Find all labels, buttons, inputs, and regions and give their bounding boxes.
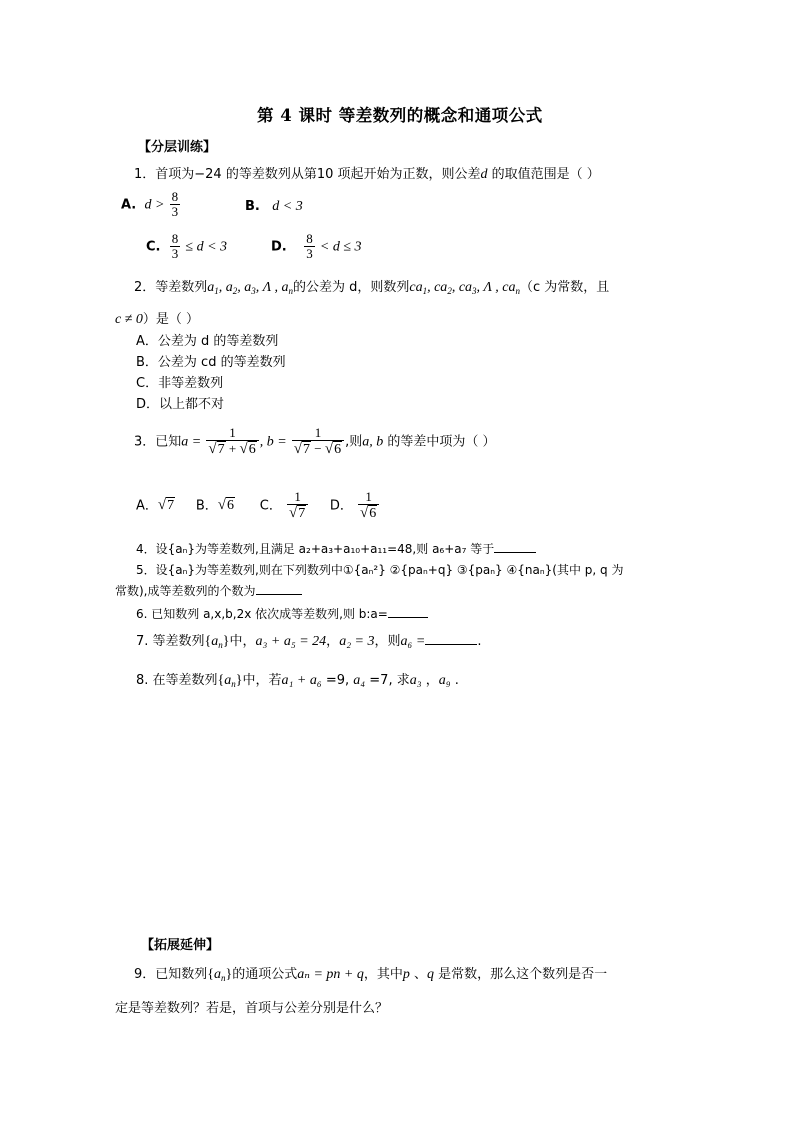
section-heading-layered: 【分层训练】 — [138, 140, 217, 155]
question-1-option-c: C. $\frac{8}{3}$ ≤ d < 3 — [146, 231, 228, 262]
question-2-option-a: A．公差为 d 的等差数列 — [136, 334, 279, 349]
question-6: 6. 已知数列 a,x,b,2x 依次成等差数列,则 b:a= — [136, 607, 428, 621]
question-1-stem: 1．首项为−24 的等差数列从第10 项起开始为正数，则公差d 的取值范围是（ ） — [134, 167, 600, 182]
question-9-line2: 定是等差数列？若是，首项与公差分别是什么？ — [115, 1001, 389, 1016]
section-heading-extension: 【拓展延伸】 — [141, 938, 220, 953]
question-2-option-d: D．以上都不对 — [136, 397, 225, 412]
question-3-stem: 3．已知a = $\frac{1}{√7 + √6}$ , b = $\frac{1}{√7 - √6}$ ,则a, b 的等差中项为（ ） — [134, 425, 496, 458]
question-2-option-c: C．非等差数列 — [136, 376, 224, 391]
question-3-options: A．√7 B．√6 C． $\frac{1}{√7}$ D． $\frac{1}{√6}$ — [136, 490, 380, 522]
page-title: 第 4 课时 等差数列的概念和通项公式 — [257, 106, 543, 125]
question-4: 4．设{aₙ}为等差数列,且满足 a₂+a₃+a₁₀+a₁₁=48,则 a₆+a₇ 等于 — [136, 542, 536, 556]
question-2-stem-line2: c ≠ 0）是（ ） — [115, 312, 200, 327]
question-2-stem: 2．等差数列$a_1$, $a_2$, $a_3$, Λ , $a_n$的公差为 d，则数列$ca_1$, $ca_2$, $ca_3$, Λ , $ca_n(c$ 为常数，且 — [134, 280, 610, 296]
question-5-line1: 5．设{aₙ}为等差数列,则在下列数列中①{aₙ²} ②{paₙ+q} ③{paₙ} ④{naₙ}(其中 p, q 为 — [136, 563, 624, 577]
question-2-option-b: B．公差为 cd 的等差数列 — [136, 355, 286, 370]
question-1-option-a: A. d > $\frac{8}{3}$ — [121, 189, 179, 220]
question-1-option-d: D. $\frac{8}{3}$ < d ≤ 3 — [271, 231, 362, 262]
question-5-line2: 常数),成等差数列的个数为 — [115, 584, 302, 598]
question-9-line1: 9．已知数列$\{a_n\}$的通项公式aₙ = pn + q，其中p 、q 是常数，那么这个数列是否一 — [134, 967, 608, 983]
question-8: 8. 在等差数列$\{a_n\}$中，若a₁ + a₆ =9, a₄ =7, 求a₃ ，a₉ . — [136, 673, 459, 689]
question-7: 7. 等差数列$\{a_n\}$中，a₃ + a₅ = 24，a₂ = 3，则a₆ = . — [136, 634, 482, 650]
question-1-option-b: B. d < 3 — [245, 199, 303, 214]
